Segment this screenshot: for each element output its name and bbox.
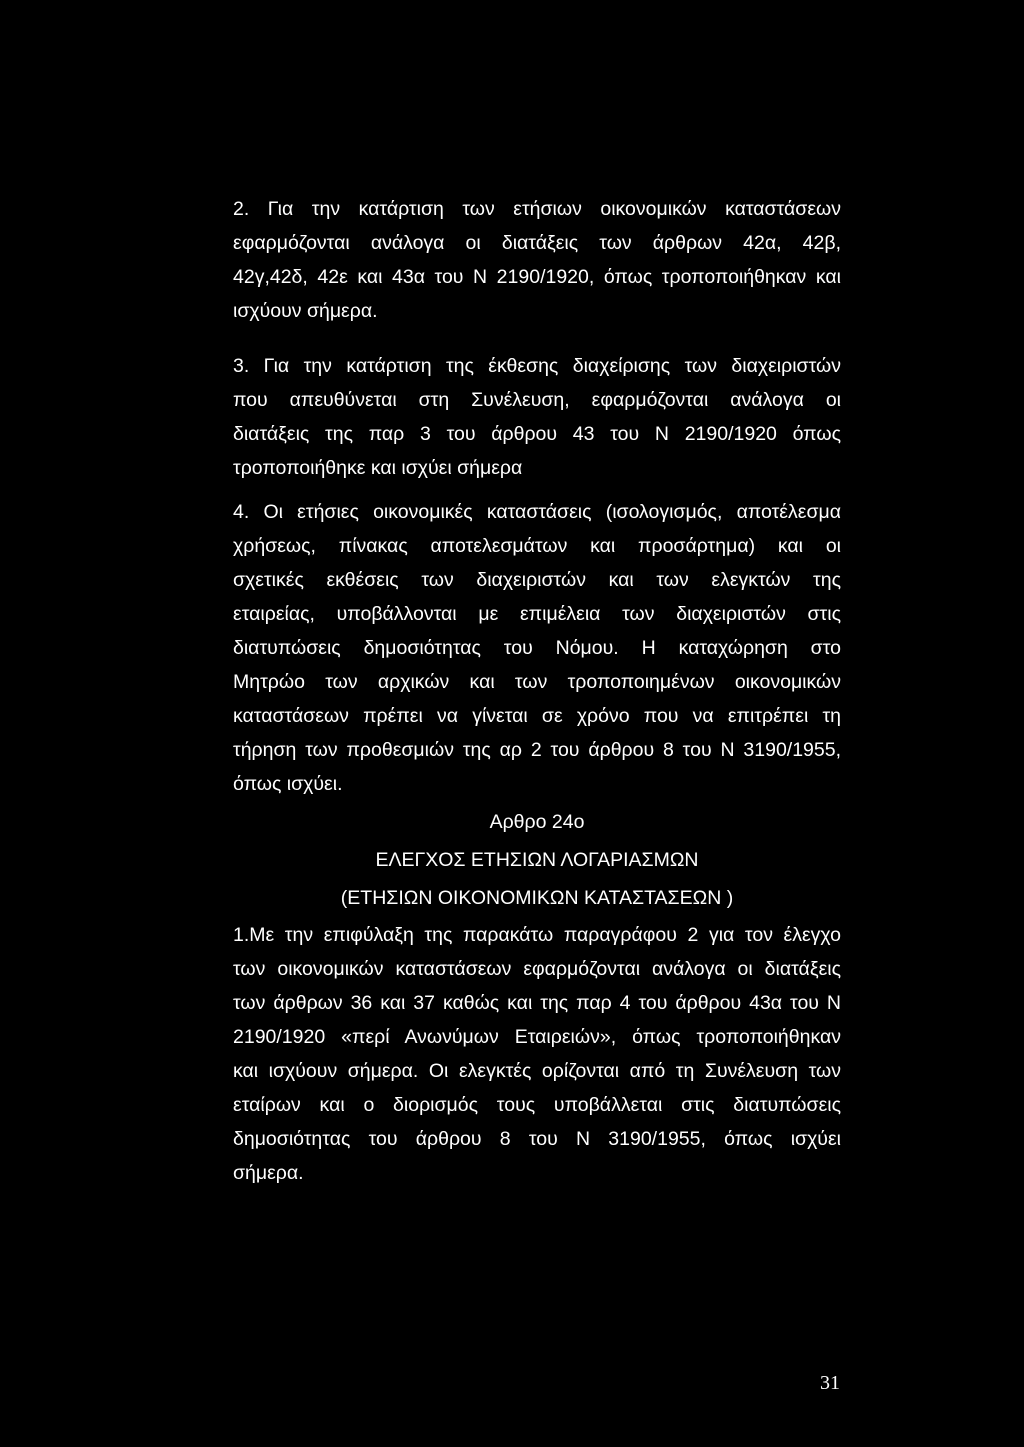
article-paragraph-1-line-5: και ισχύουν σήμερα. Οι ελεγκτές ορίζονται από τη Συνέλευση των (233, 1060, 841, 1082)
paragraph-2-line-3: 42γ,42δ, 42ε και 43α του Ν 2190/1920, όπως τροποποιήθηκαν και (233, 266, 841, 288)
paragraph-2-line-2: εφαρμόζονται ανάλογα οι διατάξεις των άρθρων 42α, 42β, (233, 232, 841, 254)
paragraph-4-line-1: 4. Οι ετήσιες οικονομικές καταστάσεις (ισολογισμός, αποτέλεσμα (233, 501, 841, 523)
article-paragraph-1-line-7: δημοσιότητας του άρθρου 8 του Ν 3190/1955, όπως ισχύει (233, 1128, 841, 1150)
paragraph-3-line-1: 3. Για την κατάρτιση της έκθεσης διαχείρισης των διαχειριστών (233, 355, 841, 377)
paragraph-4-line-2: χρήσεως, πίνακας αποτελεσμάτων και προσάρτημα) και οι (233, 535, 841, 557)
paragraph-4-line-9: όπως ισχύει. (233, 773, 343, 795)
article-paragraph-1-line-2: των οικονομικών καταστάσεων εφαρμόζονται ανάλογα οι διατάξεις (233, 958, 841, 980)
article-paragraph-1-line-4: 2190/1920 «περί Ανωνύμων Εταιρειών», όπως τροποποιήθηκαν (233, 1026, 841, 1048)
article-subheading: (ΕΤΗΣΙΩΝ ΟΙΚΟΝΟΜΙΚΩΝ ΚΑΤΑΣΤΑΣΕΩΝ ) (340, 887, 734, 909)
article-heading: ΕΛΕΓΧΟΣ ΕΤΗΣΙΩΝ ΛΟΓΑΡΙΑΣΜΩΝ (375, 849, 699, 871)
paragraph-4-line-4: εταιρείας, υποβάλλονται με επιμέλεια των διαχειριστών στις (233, 603, 841, 625)
paragraph-3-line-3: διατάξεις της παρ 3 του άρθρου 43 του Ν 2190/1920 όπως (233, 423, 841, 445)
paragraph-3-line-4: τροποποιήθηκε και ισχύει σήμερα (233, 457, 523, 479)
paragraph-4-line-6: Μητρώο των αρχικών και των τροποποιημένων οικονομικών (233, 671, 841, 693)
paragraph-4-line-3: σχετικές εκθέσεις των διαχειριστών και των ελεγκτών της (233, 569, 841, 591)
article-paragraph-1-line-8: σήμερα. (233, 1162, 304, 1184)
article-paragraph-1-line-3: των άρθρων 36 και 37 καθώς και της παρ 4 του άρθρου 43α του Ν (233, 992, 841, 1014)
paragraph-3-line-2: που απευθύνεται στη Συνέλευση, εφαρμόζονται ανάλογα οι (233, 389, 841, 411)
article-paragraph-1-line-6: εταίρων και ο διορισμός τους υποβάλλεται στις διατυπώσεις (233, 1094, 841, 1116)
paragraph-4-line-8: τήρηση των προθεσμιών της αρ 2 του άρθρου 8 του Ν 3190/1955, (233, 739, 841, 761)
paragraph-2-line-1: 2. Για την κατάρτιση των ετήσιων οικονομικών καταστάσεων (233, 198, 841, 220)
page-number: 31 (820, 1372, 840, 1394)
article-title: Αρθρο 24ο (489, 811, 585, 833)
article-paragraph-1-line-1: 1.Με την επιφύλαξη της παρακάτω παραγράφου 2 για τον έλεγχο (233, 924, 841, 946)
paragraph-2-line-4: ισχύουν σήμερα. (233, 300, 378, 322)
paragraph-4-line-5: διατυπώσεις δημοσιότητας του Νόμου. Η καταχώρηση στο (233, 637, 841, 659)
paragraph-4-line-7: καταστάσεων πρέπει να γίνεται σε χρόνο που να επιτρέπει τη (233, 705, 841, 727)
